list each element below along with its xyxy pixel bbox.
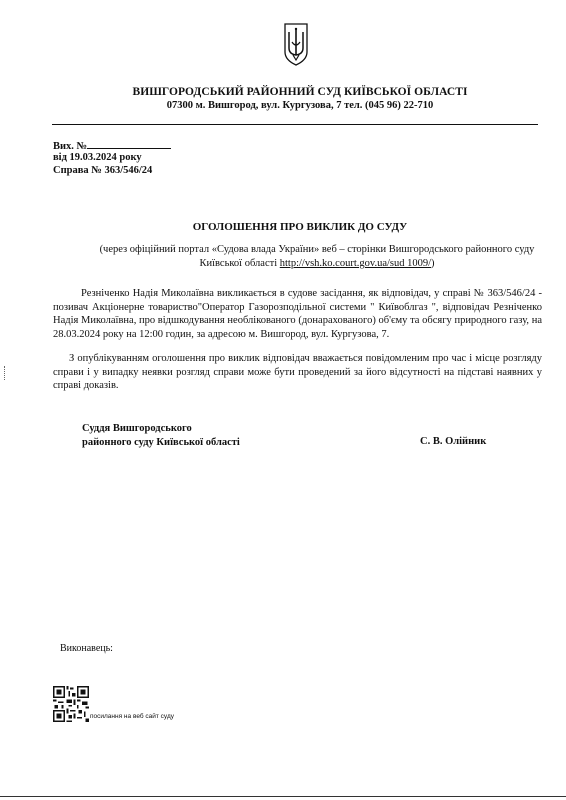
notice-paragraph-summons: Резніченко Надія Миколаївна викликається в судове засідання, як відповідач, у справі № 363/546/24 - позивач Акціонерне товариство"Оператор Газорозподільної системи " Київоблгаз ", відповідач Резніченко Надія Миколаївна, про відшкодування необлікованого (донарахованого) об'єму та обсягу природного газу, на 28.03.2024 року на 12:00 годин, за адресою м. Вишгород, вул. Кургузова, 7.	[53, 288, 542, 340]
scan-artifact	[4, 366, 8, 380]
subtitle-prefix: (через офіційний портал «Судова влада України» веб – сторінки Вишгородського районного суду Київської області	[99, 244, 535, 269]
court-website-link[interactable]: http://vsh.ko.court.gov.ua/sud 1009/	[279, 258, 432, 269]
executor-label: Виконавець:	[60, 643, 113, 654]
outgoing-number-blank	[87, 139, 171, 149]
outgoing-number	[53, 139, 171, 152]
court-address: 07300 м. Вишгород, вул. Кургузова, 7 тел. (045 96) 22-710	[166, 100, 434, 111]
page-bottom-edge	[0, 796, 566, 797]
header-divider	[52, 124, 538, 125]
case-number: Справа № 363/546/24	[53, 165, 153, 176]
judge-role-line-2: районного суду Київської області	[82, 437, 240, 448]
qr-caption: посилання на веб сайт суду	[90, 713, 174, 720]
notice-paragraph-consequences: З опублікуванням оголошення про виклик відповідач вважається повідомленим про час і місце розгляду справи і у випадку неявки розгляд справи може бути проведений за його відсутності на підставі наявних у справі доказів.	[53, 353, 542, 392]
notice-title: ОГОЛОШЕННЯ ПРО ВИКЛИК ДО СУДУ	[192, 221, 408, 233]
outgoing-number-label: Вих. №	[53, 141, 88, 152]
trident-coat-of-arms-icon	[283, 22, 309, 66]
subtitle-suffix: )	[431, 258, 435, 269]
notice-subtitle	[80, 243, 554, 271]
judge-name: С. В. Олійник	[420, 436, 487, 447]
judge-role-line-1: Суддя Вишгородського	[82, 423, 192, 434]
qr-code-icon[interactable]	[53, 686, 89, 722]
court-name: ВИШГОРОДСЬКИЙ РАЙОННИЙ СУД КИЇВСЬКОЇ ОБЛАСТІ	[132, 86, 468, 98]
judge-role	[82, 422, 240, 450]
document-date: від 19.03.2024 року	[53, 152, 142, 163]
